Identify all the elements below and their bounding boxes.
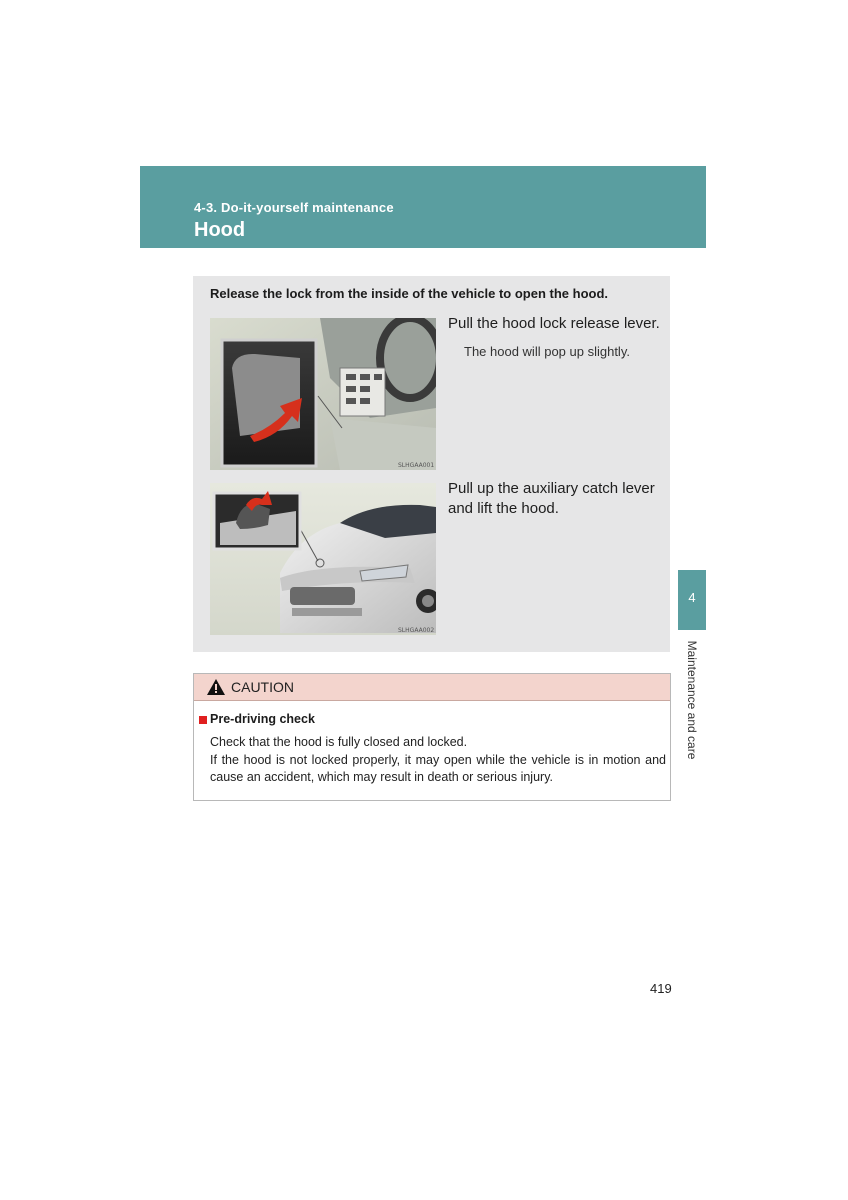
caution-box [193, 673, 671, 801]
procedure-panel [193, 276, 670, 652]
chapter-tab [678, 570, 706, 630]
caution-subhead: Pre-driving check [210, 712, 315, 726]
procedure-intro: Release the lock from the inside of the vehicle to open the hood. [210, 286, 609, 301]
step-2-text: Pull up the auxiliary catch lever and lift the hood. [448, 480, 655, 517]
page-number: 419 [650, 981, 672, 996]
warning-triangle-icon [206, 678, 226, 701]
step-1-text: Pull the hood lock release lever. [448, 315, 660, 332]
auxiliary-catch-lever-image [210, 483, 436, 635]
bullet-square-icon [199, 716, 207, 724]
page-title: Hood [194, 219, 246, 241]
section-title: 4-3. Do-it-yourself maintenance [194, 200, 394, 215]
image-code: SLHGAA002 [398, 627, 435, 634]
chapter-number: 4 [688, 590, 696, 605]
caution-body [210, 734, 666, 787]
step-1-note: The hood will pop up slightly. [464, 344, 630, 359]
caution-label: CAUTION [231, 679, 294, 695]
caution-bar [194, 674, 670, 701]
section-header [140, 166, 706, 248]
hood-release-lever-image [210, 318, 436, 470]
caution-line: Check that the hood is fully closed and locked. [210, 735, 468, 749]
chapter-label: Maintenance and care [685, 640, 699, 760]
caution-line: If the hood is not locked properly, it may open while the vehicle is in motion and cause an accident, which may result in death or serious injury. [210, 752, 666, 784]
image-code: SLHGAA001 [398, 462, 435, 469]
